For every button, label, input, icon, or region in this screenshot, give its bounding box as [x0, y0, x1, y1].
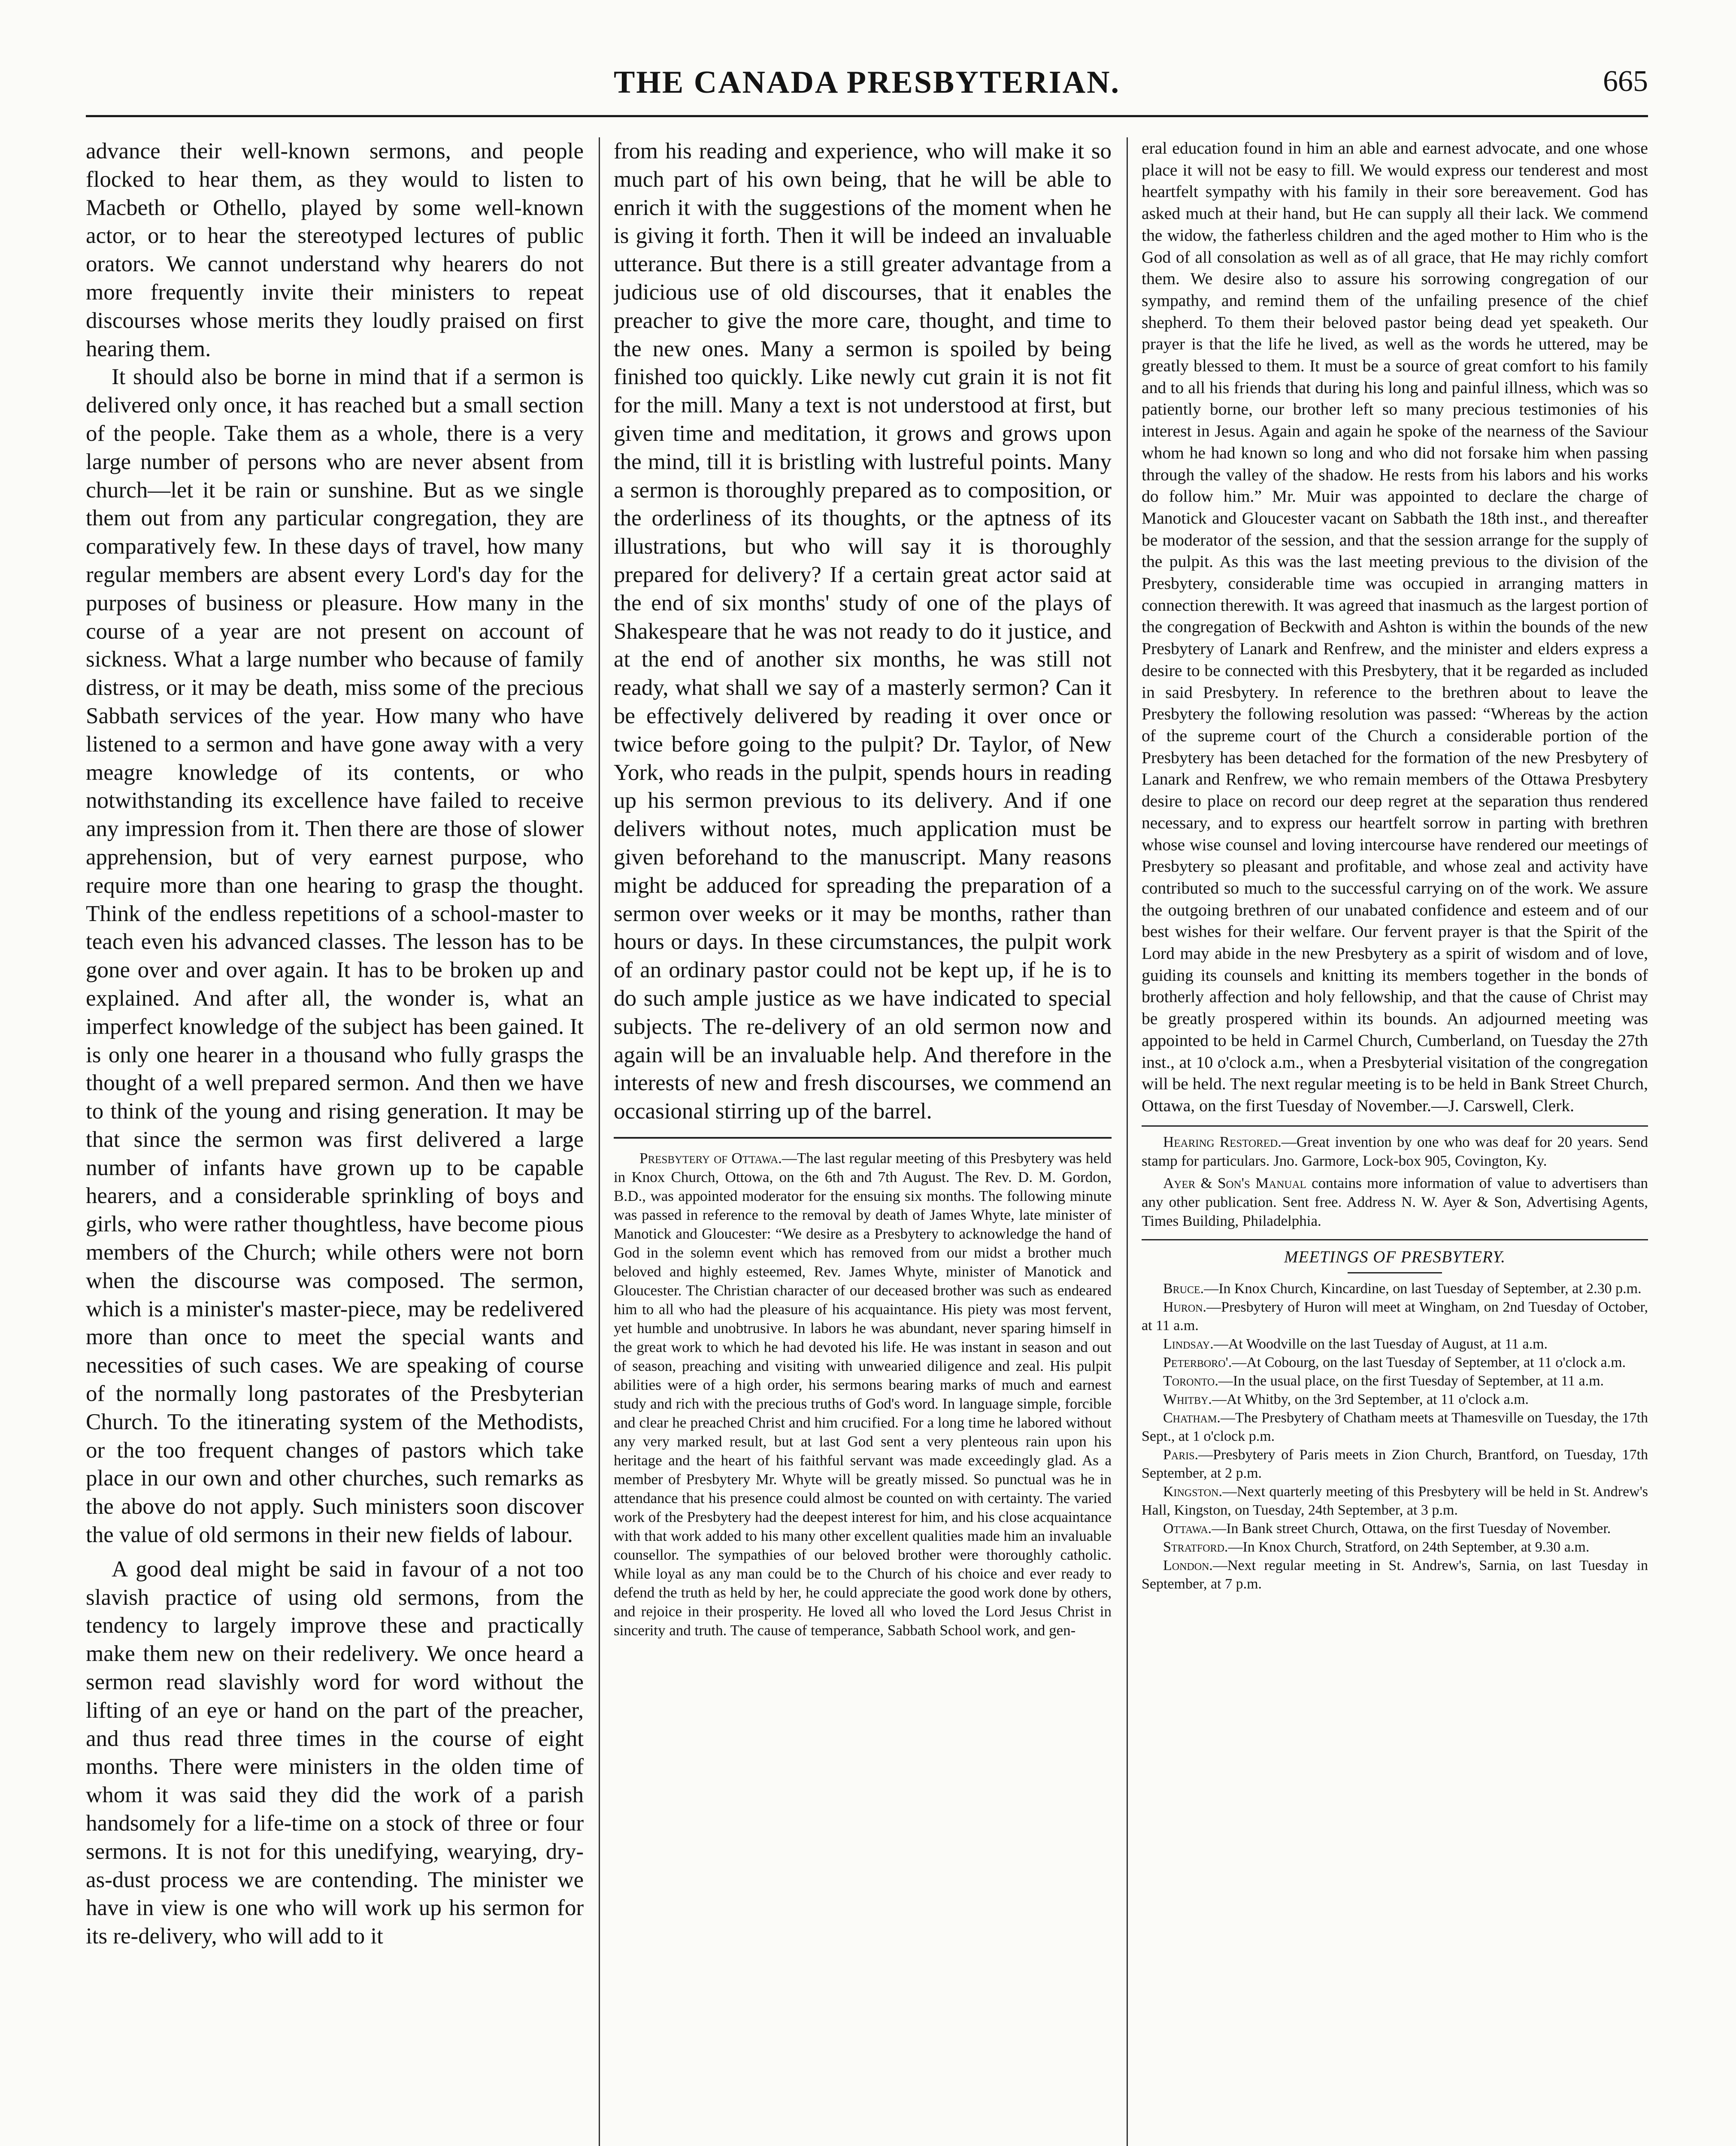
meeting-text: —In Knox Church, Stratford, on 24th September, at 9.30 a.m. [1228, 1539, 1590, 1555]
meeting-entry [1142, 1446, 1648, 1482]
meeting-label: Whitby. [1163, 1391, 1212, 1408]
newspaper-title: THE CANADA PRESBYTERIAN. [613, 65, 1121, 100]
meeting-label: Paris. [1163, 1447, 1199, 1463]
paragraph: A good deal might be said in favour of a not too slavish practice of using old sermons, from the tendency to largely improve these and practically make them new on their redelivery. We once heard a sermon read slavishly word for word without the lifting of an eye or hand on the part of the preacher, and thus read three times in the course of eight months. There were ministers in the olden time of whom it was said they did the work of a parish handsomely for a life-time on a stock of three or four sermons. It is not for this unedifying, wearying, dry-as-dust process we are contending. The minister we have in view is one who will work up his sermon for its re-delivery, who will add to it [86, 1556, 584, 1949]
meetings-list [1142, 1279, 1648, 1593]
meeting-label: Chatham. [1163, 1410, 1221, 1426]
meeting-entry [1142, 1538, 1648, 1556]
ad-text: contains more information of value to advertisers than any other publication. Sent free. Address N. W. Ayer & Son, Advertising Agents, Times Building, Philadelphia. [1142, 1174, 1648, 1229]
paragraph: advance their well-known sermons, and people flocked to hear them, as they would to listen to Macbeth or Othello, played by some well-known actor, or to hear the stereotyped lectures of public orators. We cannot understand why hearers do not more frequently invite their ministers to repeat discourses whose merits they loudly praised on first hearing them. [86, 139, 584, 361]
meeting-entry [1142, 1409, 1648, 1446]
paragraph: from his reading and experience, who will make it so much part of his own being, that he will be able to enrich it with the suggestions of the moment when he is giving it forth. Then it will be indeed an invaluable utterance. But there is a still greater advantage from a judicious use of old discourses, that it enables the preacher to give the more care, thought, and time to the new ones. Many a sermon is spoiled by being finished too quickly. Like newly cut grain it is not fit for the mill. Many a text is not understood at first, but given time and meditation, it grows and grows upon the mind, till it is bristling with lustreful points. Many a sermon is thoroughly prepared as to composition, or the orderliness of its thoughts, or the aptness of its illustrations, but who will say it is thoroughly prepared for delivery? If a certain great actor said at the end of six months' study of one of the plays of Shakespeare that he was not ready to do it justice, and at the end of another six months, he was still not ready, what shall we say of a masterly sermon? Can it be effectively delivered by reading it over once or twice before going to the pulpit? Dr. Taylor, of New York, who reads in the pulpit, spends hours in reading up his sermon previous to its delivery. And if one delivers without notes, much application must be given beforehand to the manuscript. Many reasons might be adduced for spreading the preparation of a sermon over weeks or it may be months, rather than hours or days. In these circumstances, the pulpit work of an ordinary pastor could not be kept up, if he is to do such ample justice as we have indicated to special subjects. The re-delivery of an old sermon now and again will be an invaluable help. And therefore in the interests of new and fresh discourses, we commend an occasional stirring up of the barrel. [614, 139, 1112, 1124]
paragraph: It should also be borne in mind that if a sermon is delivered only once, it has reached but a small section of the people. Take them as a whole, there is a very large number of persons who are never absent from church—let it be rain or sunshine. But as we single them out from any particular congregation, they are comparatively few. In these days of travel, how many regular members are absent every Lord's day for the purposes of business or pleasure. How many in the course of a year are not present on account of sickness. What a large number who because of family distress, or it may be death, miss some of the precious Sabbath services of the year. How many who have listened to a sermon and have gone away with a very meagre knowledge of its contents, or who notwithstanding its excellence have failed to receive any impression from it. Then there are those of slower apprehension, but of very earnest purpose, who require more than one hearing to grasp the thought. Think of the endless repetitions of a school-master to teach even his advanced classes. The lesson has to be gone over and over again. It has to be broken up and explained. And after all, the wonder is, what an imperfect knowledge of the subject has been gained. It is only one hearer in a thousand who fully grasps the thought of a well prepared sermon. And then we have to think of the young and rising generation. It may be that since the sermon was first delivered a large number of infants have grown up to be capable hearers, and a considerable sprinkling of boys and girls, who were rather thoughtless, have become pious members of the Church; while others were not born when the discourse was composed. The sermon, which is a minister's master-piece, may be redelivered more than once to meet the special wants and necessities of such cases. We are speaking of course of the normally long pastorates of the Presbyterian Church. To the itinerating system of the Methodists, or the too frequent changes of pastors which take place in our own and other churches, such remarks as the above do not apply. Such ministers soon discover the value of old sermons in their new fields of labour. [86, 364, 584, 1548]
meetings-rule [1348, 1272, 1442, 1273]
header-rule [86, 115, 1648, 117]
meeting-text: —In Knox Church, Kincardine, on last Tuesday of September, at 2.30 p.m. [1204, 1281, 1642, 1297]
column-3 [1142, 137, 1648, 2146]
section-rule [614, 1137, 1112, 1139]
meeting-label: Toronto. [1163, 1373, 1218, 1389]
meetings-heading: MEETINGS OF PRESBYTERY. [1284, 1247, 1506, 1266]
meeting-entry [1142, 1482, 1648, 1519]
meeting-text: —In Bank street Church, Ottawa, on the first Tuesday of November. [1212, 1521, 1611, 1537]
paragraph: eral education found in him an able and earnest advocate, and one whose place it will not be easy to fill. We would express our tenderest and most heartfelt sympathy with his family in their sore bereavement. God has asked much at their hand, but He can supply all their lack. We commend the widow, the fatherless children and the aged mother to Him who is the God of all consolation as well as of all grace, that He may richly comfort them. We desire also to assure his sorrowing congregation of our sympathy, and remind them of the unfailing presence of the chief shepherd. To them their beloved pastor being dead yet speaketh. Our prayer is that the life he lived, as well as the words he uttered, may be greatly blessed to them. It must be a source of great comfort to his family and to all his friends that during his long and painful illness, which was so patiently borne, our brother left so many precious testimonies of his interest in Jesus. Again and again he spoke of the nearness of the Saviour whom he had known so long and who did not forsake him when passing through the valley of the shadow. He rests from his labors and his works do follow him.” Mr. Muir was appointed to declare the charge of Manotick and Gloucester vacant on Sabbath the 18th inst., and thereafter be moderator of the session, and that the session arrange for the supply of the pulpit. As this was the last meeting previous to the division of the Presbytery, considerable time was occupied in arranging matters in connection therewith. It was agreed that inasmuch as the largest portion of the congregation of Beckwith and Ashton is within the bounds of the new Presbytery of Lanark and Renfrew, and the minister and elders express a desire to be connected with this Presbytery, that it be regarded as included in said Presbytery. In reference to the brethren about to leave the Presbytery the following resolution was passed: “Whereas by the action of the supreme court of the Church a considerable portion of the Presbytery has been detached for the formation of the new Presbytery of Lanark and Renfrew, we who remain members of the Ottawa Presbytery desire to place on record our deep regret at the separation thus rendered necessary, and to express our heartfelt sorrow in parting with brethren whose wise counsel and loving intercourse have rendered our meetings of Presbytery so pleasant and profitable, and whose zeal and activity have contributed so much to the successful carrying on of the work. We assure the outgoing brethren of our unabated confidence and esteem and of our best wishes for their welfare. Our fervent prayer is that the Spirit of the Lord may abide in the new Presbytery as a spirit of wisdom and of love, guiding its counsels and knitting its members together in the bonds of brotherly affection and holy fellowship, and that the cause of Christ may be greatly prospered within its bounds. An adjourned meeting was appointed to be held in Carmel Church, Cumberland, on Tuesday the 27th inst., at 10 o'clock a.m., when a Presbyterial visitation of the congregation will be held. The next regular meeting is to be held in Bank Street Church, Ottawa, on the first Tuesday of November.—J. Carswell, Clerk. [1142, 139, 1648, 1115]
meeting-entry [1142, 1390, 1648, 1409]
meeting-text: —Presbytery of Huron will meet at Wingham, on 2nd Tuesday of October, at 11 a.m. [1142, 1299, 1648, 1334]
meeting-text: —In the usual place, on the first Tuesday of September, at 11 a.m. [1218, 1373, 1604, 1389]
meeting-label: Bruce. [1163, 1281, 1204, 1297]
advertisement [1142, 1133, 1648, 1170]
column-divider [599, 137, 600, 2146]
section-rule [1142, 1125, 1648, 1127]
meeting-text: —Next regular meeting in St. Andrew's, Sarnia, on last Tuesday in September, at 7 p.m. [1142, 1558, 1648, 1592]
page-header [86, 64, 1648, 116]
meeting-label: London. [1163, 1558, 1213, 1574]
page-number: 665 [1603, 65, 1648, 98]
advertisement [1142, 1174, 1648, 1231]
ad-heading: Hearing Restored. [1163, 1133, 1282, 1150]
meeting-entry [1142, 1519, 1648, 1538]
meeting-text: —The Presbytery of Chatham meets at Thamesville on Tuesday, the 17th Sept., at 1 o'clock p.m. [1142, 1410, 1648, 1445]
meeting-text: —Presbytery of Paris meets in Zion Church, Brantford, on Tuesday, 17th September, at 2 p.m. [1142, 1447, 1648, 1482]
meeting-entry [1142, 1298, 1648, 1335]
ad-heading: Ayer & Son's Manual [1163, 1174, 1306, 1191]
column-1 [86, 137, 584, 2146]
meeting-label: Stratford. [1163, 1539, 1228, 1555]
ad-text: —Great invention by one who was deaf for 20 years. Send stamp for particulars. Jno. Garmore, Lock-box 905, Covington, Ky. [1142, 1133, 1648, 1169]
meeting-entry [1142, 1335, 1648, 1353]
column-divider [1127, 137, 1128, 2146]
meeting-entry [1142, 1556, 1648, 1593]
meeting-entry [1142, 1279, 1648, 1298]
meeting-label: Kingston. [1163, 1484, 1222, 1500]
report-heading: Presbytery of Ottawa. [639, 1149, 782, 1167]
meeting-text: —At Cobourg, on the last Tuesday of September, at 11 o'clock a.m. [1232, 1355, 1626, 1371]
meeting-text: —At Woodville on the last Tuesday of August, at 11 a.m. [1213, 1336, 1548, 1352]
presbytery-ottawa-report [614, 1149, 1112, 1640]
meeting-entry [1142, 1353, 1648, 1372]
meeting-label: Peterboro'. [1163, 1355, 1232, 1371]
report-text: —The last regular meeting of this Presbytery was held in Knox Church, Ottowa, on the 6th and 7th August. The Rev. D. M. Gordon, B.D., was appointed moderator for the ensuing six months. The following minute was passed in reference to the removal by death of James Whyte, late minister of Manotick and Gloucester: “We desire as a Presbytery to acknowledge the hand of God in the solemn event which has removed from our midst a brother much beloved and highly esteemed, Rev. James Whyte, minister of Manotick and Gloucester. The Christian character of our deceased brother was such as endeared him to all who had the pleasure of his acquaintance. His piety was most fervent, yet humble and unobtrusive. In labors he was abundant, never sparing himself in the great work to which he had devoted his life. He was instant in season and out of season, preaching and visiting with unwearied diligence and zeal. His pulpit abilities were of a high order, his sermons bearing marks of much and earnest study and rich with the precious truths of God's word. In language simple, forcible and clear he preached Christ and him crucified. For a long time he labored without any very marked result, but at last God sent a very plenteous rain upon his heritage and the heart of his faithful servant was made exceedingly glad. As a member of Presbytery Mr. Whyte will be greatly missed. So punctual was he in attendance that his presence could almost be counted on with certainty. The varied work of the Presbytery had the deepest interest for him, and his close acquaintance with that work added to his many other excellent qualities made him an invaluable counsellor. The sympathies of our beloved brother were thoroughly catholic. While loyal as any man could be to the Church of his choice and ever ready to defend the truth as held by her, he could appreciate the good work done by others, and rejoice in their prosperity. He loved all who loved the Lord Jesus Christ in sincerity and truth. The cause of temperance, Sabbath School work, and gen- [614, 1149, 1112, 1639]
meeting-text: —Next quarterly meeting of this Presbytery will be held in St. Andrew's Hall, Kingston, on Tuesday, 24th September, at 3 p.m. [1142, 1484, 1648, 1519]
section-rule [1142, 1239, 1648, 1240]
meeting-label: Huron. [1163, 1299, 1207, 1315]
meeting-label: Lindsay. [1163, 1336, 1214, 1352]
meeting-label: Ottawa. [1163, 1521, 1212, 1537]
meeting-entry [1142, 1372, 1648, 1390]
column-2 [614, 137, 1112, 2146]
meeting-text: —At Whitby, on the 3rd September, at 11 o'clock a.m. [1212, 1391, 1529, 1408]
